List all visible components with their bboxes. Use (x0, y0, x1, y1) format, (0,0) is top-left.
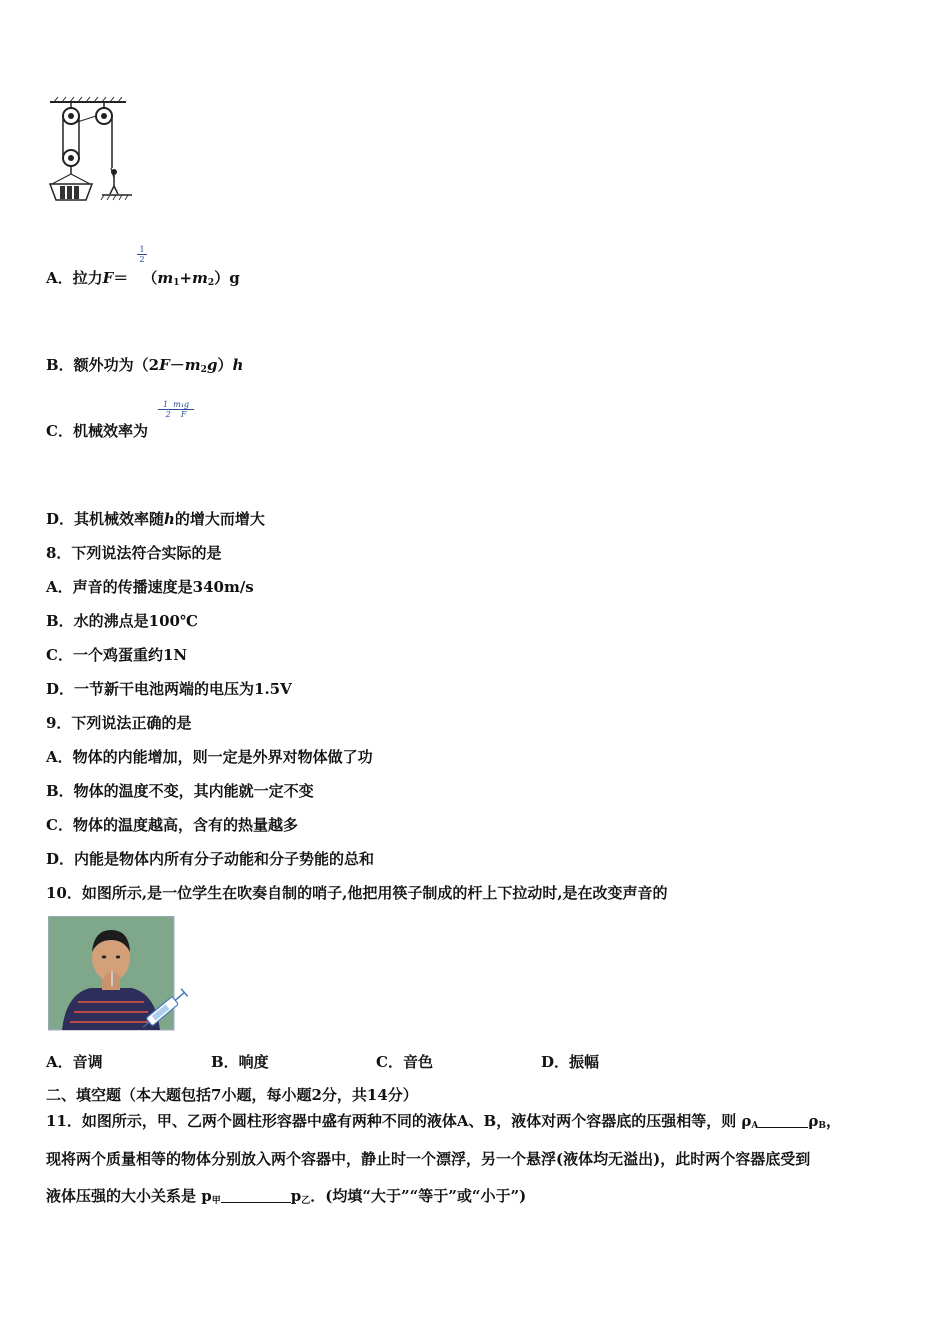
q11-line-1: 11．如图所示，甲、乙两个圆柱形容器中盛有两种不同的液体A、B，液体对两个容器底的压强相等，则 $\rho_A$ $\rho_B$， (46, 1112, 841, 1131)
q9-option-b: B．物体的温度不变，其内能就一定不变 (46, 782, 314, 800)
q9-option-c: C．物体的温度越高，含有的热量越多 (46, 816, 298, 834)
q8-option-d: D．一节新干电池两端的电压为1.5V (46, 680, 292, 698)
q10-option-a: A．音调 (46, 1053, 103, 1071)
q10-option-b: B．响度 (211, 1053, 269, 1071)
q9-option-a: A．物体的内能增加，则一定是外界对物体做了功 (46, 748, 373, 766)
q10-stem: 10．如图所示,是一位学生在吹奏自制的哨子,他把用筷子制成的杆上下拉动时,是在改变声音的 (46, 884, 668, 902)
q11-line-2: 现将两个质量相等的物体分别放入两个容器中，静止时一个漂浮，另一个悬浮(液体均无溢出)，此时两个容器底受到 (46, 1150, 811, 1168)
q7-a-fraction: $\frac{1}{2}$ (137, 245, 147, 264)
section-2-title: 二、填空题（本大题包括7小题，每小题2分，共14分） (46, 1086, 418, 1104)
q7-option-d: D．其机械效率随h的增大而增大 (46, 510, 265, 528)
q9-stem: 9．下列说法正确的是 (46, 714, 192, 732)
q7-option-b: B．额外功为$(2F-m_2g)h$ (46, 356, 244, 375)
q7-c-fraction: $\frac{\text{1 m₁g}}{2 F}$ (158, 400, 194, 419)
q8-stem: 8．下列说法符合实际的是 (46, 544, 222, 562)
q8-option-a: A．声音的传播速度是340m/s (46, 578, 254, 596)
q8-option-c: C．一个鸡蛋重约1N (46, 646, 188, 664)
q11-blank-2[interactable] (221, 1188, 291, 1203)
q10-option-c: C．音色 (376, 1053, 433, 1071)
q8-option-b: B．水的沸点是100℃ (46, 612, 198, 630)
student-whistle-photo (48, 916, 213, 1034)
q11-line-3: 液体压强的大小关系是 $p_甲$ $p_乙$．(均填“大于”“等于”或“小于”) (46, 1187, 527, 1206)
q7-option-c: C．机械效率为 (46, 422, 148, 440)
q10-option-d: D．振幅 (541, 1053, 600, 1071)
pulley-system-figure (44, 96, 140, 206)
q7-option-a: A．拉力$F= (m_1+m_2)g$ (46, 269, 240, 288)
q11-blank-1[interactable] (758, 1113, 808, 1128)
q9-option-d: D．内能是物体内所有分子动能和分子势能的总和 (46, 850, 375, 868)
